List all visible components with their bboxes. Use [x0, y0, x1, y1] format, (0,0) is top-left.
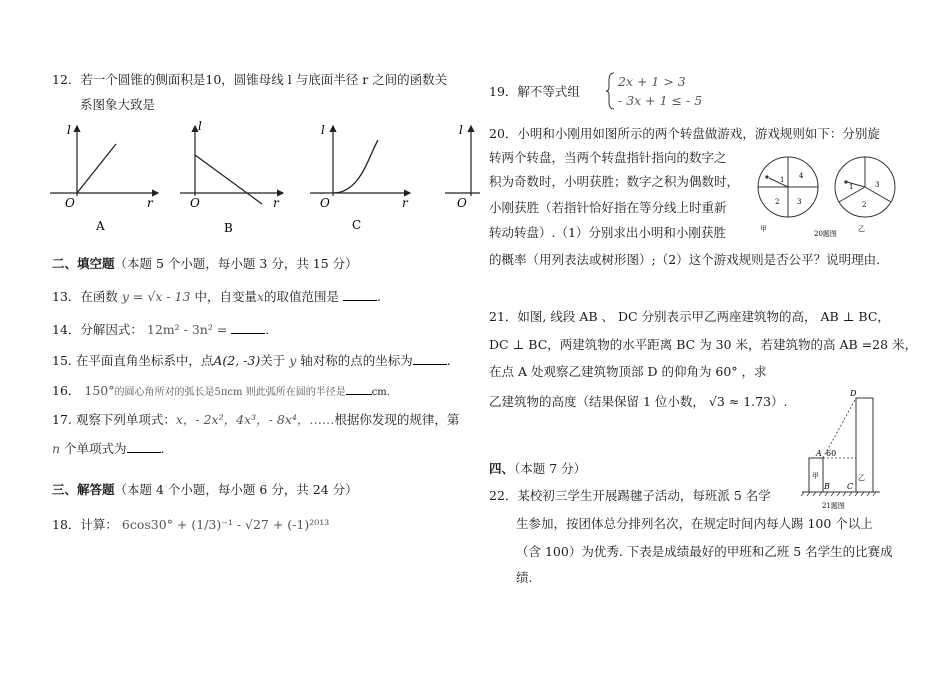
graph-c-ylabel: l [321, 123, 325, 137]
q15-end: . [446, 353, 451, 368]
q17-line2 [52, 440, 165, 457]
q13-post: 中，自变量 [194, 289, 257, 304]
q20-spinners-figure [755, 154, 903, 240]
q22-line3: （含 100）为优秀. 下表是成绩最好的甲班和乙班 5 名学生的比赛成 [516, 544, 893, 559]
q16-deg: 150° [84, 383, 115, 398]
section2-title: 二、填空题 [52, 256, 115, 271]
q20-line4: 小刚获胜（若指针恰好指在等分线上时重新 [489, 200, 727, 215]
fig21-B: B [824, 482, 830, 491]
graph-b-label: B [224, 221, 233, 235]
graph-c-curve [333, 140, 378, 193]
q15-answer-blank[interactable] [413, 352, 447, 365]
q20-figure-label: 20题图 [814, 230, 837, 238]
q18-expr: 6cos30° + (1/3)⁻¹ - √27 + (-1)²⁰¹³ [121, 517, 330, 532]
spinner-jia-n4: 4 [799, 172, 804, 180]
q20-line2: 转两个转盘，当两个转盘指针指向的数字之 [489, 150, 727, 165]
q19-system [606, 72, 716, 110]
q14-answer-blank[interactable] [231, 321, 265, 334]
q14-pre: 14．分解因式： [52, 322, 143, 337]
spinner-jia-n3: 3 [797, 198, 802, 206]
q13-post2: 的取值范围是 [264, 289, 340, 304]
section2-heading [52, 256, 358, 272]
q19-label: 19．解不等式组 [489, 84, 580, 99]
q14-end: . [265, 322, 270, 337]
spinner-yi-n3: 3 [875, 181, 880, 189]
q13-expr: y = √x - 13 [121, 289, 191, 304]
spinner-yi-n2: 2 [862, 201, 867, 209]
q19-ineq1: 2x + 1 > 3 [618, 74, 686, 89]
fig21-angle: 60 [826, 449, 837, 458]
spinner-jia-n2: 2 [775, 198, 780, 206]
q21-line1: 21．如图, 线段 AB 、 DC 分别表示甲乙两座建筑物的高， AB ⊥ BC， [489, 309, 890, 324]
q17-post: 根据你发现的规律，第 [334, 412, 460, 427]
q16 [52, 382, 390, 401]
graph-b-xlabel: r [273, 196, 279, 210]
graph-a-line [77, 144, 116, 193]
graph-d-ylabel: l [459, 123, 463, 137]
section4-heading [489, 461, 586, 477]
q15-axis: y [289, 353, 297, 368]
graph-b-origin: O [190, 196, 200, 210]
q16-pre: 16． [52, 383, 81, 398]
q20-line6: 的概率（用列表法或树形图）;（2）这个游戏规则是否公平？说明理由. [489, 252, 881, 267]
graph-d [445, 123, 480, 210]
q17-var: n [52, 441, 61, 456]
section3-heading [52, 482, 358, 498]
q22-line1: 22．某校初三学生开展踢毽子活动，每班派 5 名学 [489, 488, 771, 503]
q19-ineq2: - 3x + 1 ≤ - 5 [618, 93, 703, 108]
q21-line2: DC ⊥ BC，两建筑物的水平距离 BC 为 30 米，若建筑物的高 AB =28 米， [489, 337, 918, 352]
fig21-A: A [816, 449, 822, 458]
fig21-yi: 乙 [858, 474, 865, 482]
q15-mid: 关于 [260, 353, 286, 368]
graph-a-ylabel: l [67, 123, 71, 137]
q20-line1: 20．小明和小刚用如图所示的两个转盘做游戏，游戏规则如下：分别旋 [489, 126, 880, 141]
q18-pre: 18．计算： [52, 517, 118, 532]
section2-note: （本题 5 个小题，每小题 3 分，共 15 分） [114, 256, 358, 271]
q15 [52, 352, 451, 369]
spinner-jia-label: 甲 [760, 225, 767, 233]
q15-post: 轴对称的点的坐标为 [300, 353, 413, 368]
q12-line2: 系图象大致是 [80, 97, 156, 112]
q17-answer-blank[interactable] [127, 440, 161, 453]
graph-d-origin: O [457, 196, 467, 210]
section4-title: 四、 [489, 461, 515, 476]
graph-b [180, 119, 283, 235]
brace-icon [606, 72, 616, 110]
q17-pre: 17. 观察下列单项式： [52, 412, 176, 427]
graph-a [50, 123, 158, 233]
section3-note: （本题 4 个小题，每小题 6 分，共 24 分） [114, 482, 358, 497]
q21-buildings-figure [800, 386, 882, 512]
q12-line1: 12．若一个圆锥的侧面积是10，圆锥母线 l 与底面半径 r 之间的函数关 [52, 72, 448, 87]
q16-answer-blank[interactable] [346, 382, 372, 395]
graph-a-origin: O [65, 196, 75, 210]
spinner-jia [758, 157, 818, 233]
graph-c [310, 123, 410, 232]
fig21-C: C [847, 482, 854, 491]
spinner-yi [835, 157, 895, 233]
q16-unit: cm. [371, 387, 390, 398]
q14-expr: 12m² - 3n² = [146, 322, 228, 337]
q22-line2: 生参加，按团体总分排列名次，在规定时间内每人踢 100 个以上 [516, 516, 873, 531]
q17-end: . [160, 441, 165, 456]
graph-a-xlabel: r [147, 196, 153, 210]
graph-b-ylabel: l [198, 119, 202, 133]
q17-line1 [52, 412, 459, 428]
graph-a-label: A [96, 219, 105, 233]
q12-graphs [40, 118, 480, 238]
graph-c-xlabel: r [402, 196, 408, 210]
fig21-label: 21题图 [822, 502, 845, 510]
q18 [52, 517, 329, 533]
q15-point: A(2, -3) [213, 353, 261, 368]
q13-answer-blank[interactable] [343, 288, 377, 301]
q21-line4: 乙建筑物的高度（结果保留 1 位小数， √3 ≈ 1.73）. [489, 394, 788, 409]
q13 [52, 288, 381, 305]
spinner-jia-n1: 1 [780, 176, 785, 184]
fig21-jia: 甲 [812, 472, 819, 480]
spinner-yi-n1: 1 [849, 183, 854, 191]
q20-line5: 转动转盘）.（1）分别求出小明和小刚获胜 [489, 225, 726, 240]
q13-var: x [256, 289, 265, 304]
spinner-yi-label: 乙 [858, 225, 865, 233]
q20-line3: 积为奇数时，小明获胜；数字之积为偶数时， [489, 174, 740, 189]
q16-text: 的圆心角所对的弧长是5πcm 则此弧所在圆的半径是 [114, 387, 346, 398]
graph-c-label: C [352, 218, 362, 232]
q15-pre: 15. 在平面直角坐标系中，点 [52, 353, 214, 368]
spinner-jia-pointer [769, 178, 788, 187]
q21-line3: 在点 A 处观察乙建筑物顶部 D 的仰角为 60° ，求 [489, 364, 767, 379]
q14 [52, 321, 269, 338]
section4-note: （本题 7 分） [514, 461, 587, 476]
q17-terms: x，- 2x²，4x³，- 8x⁴，…… [175, 412, 335, 427]
fig21-D: D [850, 389, 857, 398]
section3-title: 三、解答题 [52, 482, 115, 497]
q22-line4: 绩. [516, 570, 533, 585]
q17-line2-text: 个单项式为 [64, 441, 127, 456]
graph-c-origin: O [320, 196, 330, 210]
q13-pre: 13．在函数 [52, 289, 118, 304]
q13-end: . [377, 289, 382, 304]
graph-b-line [195, 155, 262, 204]
